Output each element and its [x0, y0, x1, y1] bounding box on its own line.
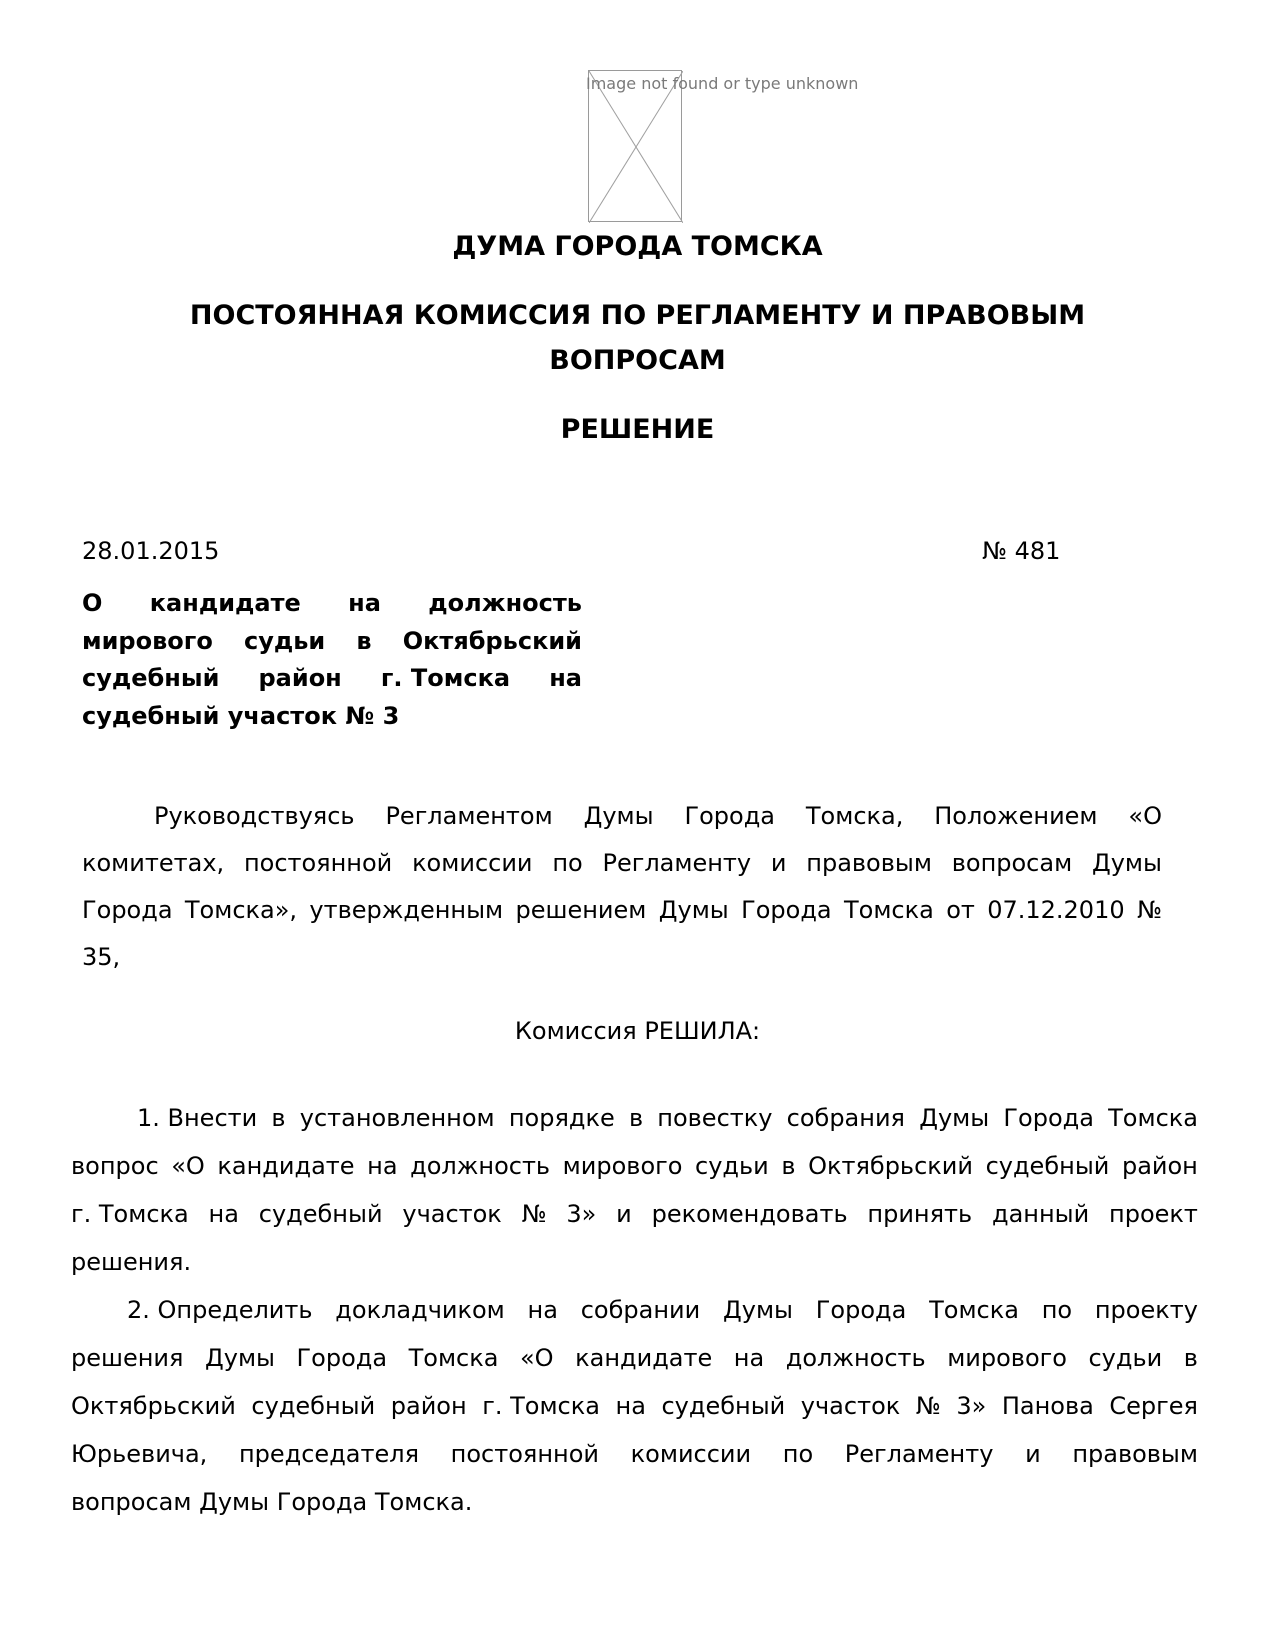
word: Города: [815, 1296, 907, 1324]
word: №: [915, 1392, 941, 1420]
word: Регламенту: [602, 849, 752, 877]
word: собрания: [786, 1104, 905, 1132]
word: рекомендовать: [651, 1200, 848, 1228]
word: данный: [992, 1200, 1090, 1228]
word: по: [782, 1440, 814, 1468]
word: Томска,: [805, 802, 904, 830]
word: должность: [428, 589, 582, 617]
word: правовым: [806, 849, 932, 877]
decision-date: 28.01.2015: [82, 537, 220, 565]
word: мирового: [947, 1344, 1067, 1372]
text-line: [71, 1478, 1198, 1526]
word: 3»: [566, 1200, 597, 1228]
word: председателя: [238, 1440, 420, 1468]
word: установленном: [299, 1104, 495, 1132]
word: Томска: [843, 896, 934, 924]
text-line: [71, 1286, 1198, 1334]
word: на: [733, 1344, 765, 1372]
word: г. Томска: [482, 1392, 600, 1420]
word: судьи: [695, 1152, 769, 1180]
word: Города: [82, 896, 173, 924]
word: Регламентом: [385, 802, 553, 830]
decision-heading: Комиссия РЕШИЛА:: [514, 1017, 761, 1045]
decision-number: № 481: [982, 537, 1061, 565]
word: Октябрьский: [71, 1392, 236, 1420]
word: в: [1183, 1344, 1198, 1372]
word: постоянной: [450, 1440, 600, 1468]
word: судебный: [82, 664, 220, 692]
document-type: РЕШЕНИЕ: [560, 414, 715, 445]
word: судебный: [251, 1392, 376, 1420]
word: и: [770, 849, 787, 877]
preamble-paragraph: [82, 793, 1162, 981]
word: на: [367, 1152, 398, 1180]
text-line: [71, 1190, 1198, 1238]
decision-subject: [82, 585, 582, 735]
word: район: [1121, 1152, 1198, 1180]
word: 35,: [82, 943, 121, 971]
word: принять: [867, 1200, 973, 1228]
image-alt-text: Image not found or type unknown: [586, 74, 859, 93]
word: Юрьевича,: [71, 1440, 208, 1468]
word: на: [549, 664, 582, 692]
word: №: [521, 1200, 547, 1228]
word: порядке: [508, 1104, 615, 1132]
word: район: [390, 1392, 467, 1420]
word: судьи: [1088, 1344, 1163, 1372]
word: участок: [800, 1392, 901, 1420]
decision-points: [71, 1094, 1198, 1526]
word: постоянной: [243, 849, 393, 877]
word: на: [527, 1296, 558, 1324]
word: район: [258, 664, 342, 692]
word: кандидате: [575, 1344, 713, 1372]
word: Томска»,: [184, 896, 298, 924]
word: вопрос: [71, 1152, 159, 1180]
text-line: [71, 1142, 1198, 1190]
word: решения.: [71, 1248, 192, 1276]
word: «О: [1128, 802, 1162, 830]
word: Города: [741, 896, 832, 924]
word: комитетах,: [82, 849, 225, 877]
text-line: [71, 1238, 1198, 1286]
broken-image-icon: [589, 71, 683, 223]
text-line: [71, 1430, 1198, 1478]
word: собрании: [580, 1296, 701, 1324]
word: г. Томска: [71, 1200, 189, 1228]
word: О: [82, 589, 103, 617]
word: в: [356, 626, 372, 655]
text-line: [82, 793, 1162, 840]
text-line: [82, 660, 582, 698]
word: Думы: [204, 1344, 275, 1372]
word: Томска: [408, 1344, 499, 1372]
word: по: [1041, 1296, 1073, 1324]
word: решения: [71, 1344, 184, 1372]
word: 07.12.2010: [987, 896, 1125, 924]
word: Томска: [929, 1296, 1019, 1324]
word: проекту: [1094, 1296, 1198, 1324]
text-line: [82, 698, 582, 736]
word: и: [1025, 1440, 1041, 1468]
decision-point-2: [71, 1286, 1198, 1526]
word: должность: [410, 1152, 551, 1180]
word: кандидате: [217, 1152, 355, 1180]
word: по: [552, 849, 583, 877]
word: «О: [520, 1344, 554, 1372]
word: вопросам: [951, 849, 1073, 877]
word: утвержденным: [309, 896, 504, 924]
word: судебный: [661, 1392, 786, 1420]
word: судебный участок № 3: [82, 701, 400, 730]
commission-title-line1: ПОСТОЯННАЯ КОМИССИЯ ПО РЕГЛАМЕНТУ И ПРАВОВЫМ: [189, 300, 1086, 331]
word: вопросам Думы Города Томска.: [71, 1488, 473, 1516]
text-line: [82, 840, 1162, 887]
word: повестку: [657, 1104, 773, 1132]
word: Панова: [1001, 1392, 1094, 1420]
word: в: [781, 1152, 796, 1180]
word: Города: [684, 802, 775, 830]
word: Города: [296, 1344, 388, 1372]
word: 1. Внести: [137, 1104, 258, 1132]
text-line: [82, 623, 582, 661]
word: должность: [785, 1344, 926, 1372]
word: на: [348, 589, 381, 617]
word: правовым: [1072, 1440, 1198, 1468]
word: комиссии: [630, 1440, 752, 1468]
word: Руководствуясь: [154, 802, 355, 830]
word: г. Томска: [380, 664, 511, 692]
org-title: ДУМА ГОРОДА ТОМСКА: [452, 231, 823, 262]
word: мирового: [562, 1152, 683, 1180]
word: комиссии: [412, 849, 533, 877]
word: кандидате: [149, 589, 301, 617]
word: решением: [515, 896, 647, 924]
text-line: [82, 887, 1162, 934]
word: Города: [1003, 1104, 1094, 1132]
word: Октябрьский: [808, 1152, 973, 1180]
word: №: [1136, 896, 1162, 924]
word: в: [628, 1104, 644, 1132]
word: Думы: [919, 1104, 990, 1132]
text-line: [82, 934, 1162, 981]
text-line: [82, 585, 582, 623]
word: Регламенту: [844, 1440, 994, 1468]
word: Октябрьский: [402, 626, 582, 655]
decision-point-1: [71, 1094, 1198, 1286]
word: Думы: [583, 802, 654, 830]
word: проект: [1109, 1200, 1198, 1228]
word: участок: [402, 1200, 502, 1228]
word: в: [271, 1104, 286, 1132]
word: Думы: [658, 896, 729, 924]
word: судебный: [985, 1152, 1110, 1180]
word: Томска: [1108, 1104, 1198, 1132]
word: судьи: [243, 626, 326, 655]
word: на: [615, 1392, 646, 1420]
word: Думы: [723, 1296, 794, 1324]
word: 3»: [956, 1392, 987, 1420]
word: от: [946, 896, 975, 924]
word: судебный: [258, 1200, 383, 1228]
text-line: [71, 1382, 1198, 1430]
text-line: [71, 1334, 1198, 1382]
word: докладчиком: [335, 1296, 505, 1324]
text-line: [71, 1094, 1198, 1142]
word: на: [208, 1200, 239, 1228]
commission-title-line2: ВОПРОСАМ: [549, 345, 726, 376]
word: «О: [171, 1152, 205, 1180]
word: Думы: [1091, 849, 1162, 877]
word: 2. Определить: [127, 1296, 313, 1324]
word: мирового: [82, 626, 213, 655]
word: Сергея: [1109, 1392, 1198, 1420]
word: и: [616, 1200, 632, 1228]
word: Положением: [934, 802, 1098, 830]
